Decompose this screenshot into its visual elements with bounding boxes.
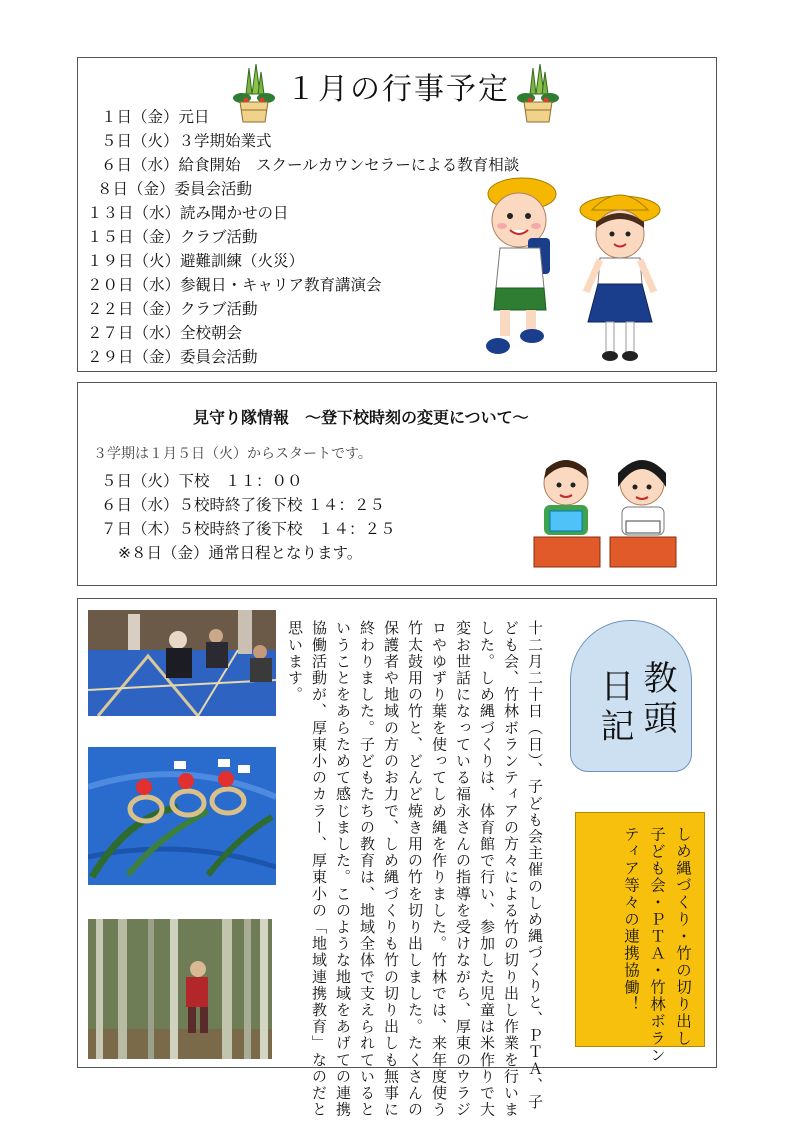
diary-text-column: ども会、竹林ボランティアの方々による竹の切り出し作業を行いま [502,620,520,1118]
kadomatsu-right-icon [516,64,560,124]
students-illustration [474,176,670,366]
diary-text-column: した。しめ縄づくりは、体育館で行い、参加した児童は米作りで大 [478,620,496,1118]
photo-shimenawa-finished [88,747,276,885]
kadomatsu-left-icon [232,64,276,124]
photo-shimenawa-making [88,610,276,716]
diary-text-column: 協働活動が、厚東小のカラー、厚東小の「地域連携教育」なのだと [310,620,328,1118]
diary-text-column: 十二月二十日（日）、子ども会主催のしめ縄づくりと、ＰＴＡ、子 [526,620,544,1111]
events-title: １月の行事予定 [286,72,510,107]
event-item: １３日（水）読み聞かせの日 [87,204,289,222]
diary-text-column: 変お世話になっている福永さんの指導を受けながら、厚東のウラジ [454,620,472,1118]
diary-text-column: いうことをあらためて感じました。このような地域をあげての連携 [334,620,352,1118]
event-item: ２７日（水）全校朝会 [87,324,243,342]
schedule-item: ※８日（金）通常日程となります。 [118,544,363,562]
diary-text-column: ロやゆずり葉を使ってしめ縄を作りました。竹林では、来年度使う [430,620,448,1118]
reading-children-illustration [530,455,680,575]
badge-title-line1: 教頭 [637,660,677,740]
event-item: ６日（水）給食開始 スクールカウンセラーによる教育相談 [101,156,520,174]
event-item: ２２日（金）クラブ活動 [87,300,258,318]
diary-text-column: 終わりました。子どもたちの教育は、地域全体で支えられていると [358,620,376,1118]
diary-text-column: 思います。 [286,620,304,703]
badge-title-line2: 日記 [594,668,634,748]
headline-line: ティア等々の連携協働！ [622,826,640,1013]
patrol-title: 見守り隊情報 ～登下校時刻の変更について～ [193,408,529,427]
event-item: １５日（金）クラブ活動 [87,228,258,246]
photo-bamboo-cutting [88,919,272,1059]
schedule-item: ７日（木）５校時終了後下校 １４：２５ [101,520,396,538]
event-item: ５日（火）３学期始業式 [101,132,272,150]
event-item: ２０日（水）参観日・キャリア教育講演会 [87,276,382,294]
schedule-item: ５日（火）下校 １１：００ [101,472,303,490]
event-item: ２９日（金）委員会活動 [87,348,258,366]
diary-text-column: 保護者や地域の方のお力で、しめ縄づくりも竹の切り出しも無事に [382,620,400,1118]
event-item: １日（金）元日 [101,108,210,126]
headline-line: しめ縄づくり・竹の切り出し [674,826,692,1047]
schedule-item: ６日（水）５校時終了後下校 １４：２５ [101,496,385,514]
diary-text-column: 竹太鼓用の竹と、どんど焼き用の竹を切り出しました。たくさんの [406,620,424,1118]
headline-line: 子ども会・ＰＴＡ・竹林ボラン [648,826,666,1064]
event-item: １９日（火）避難訓練（火災） [87,252,305,270]
event-item: ８日（金）委員会活動 [97,180,253,198]
patrol-notice: ３学期は１月５日（火）からスタートです。 [93,446,372,462]
